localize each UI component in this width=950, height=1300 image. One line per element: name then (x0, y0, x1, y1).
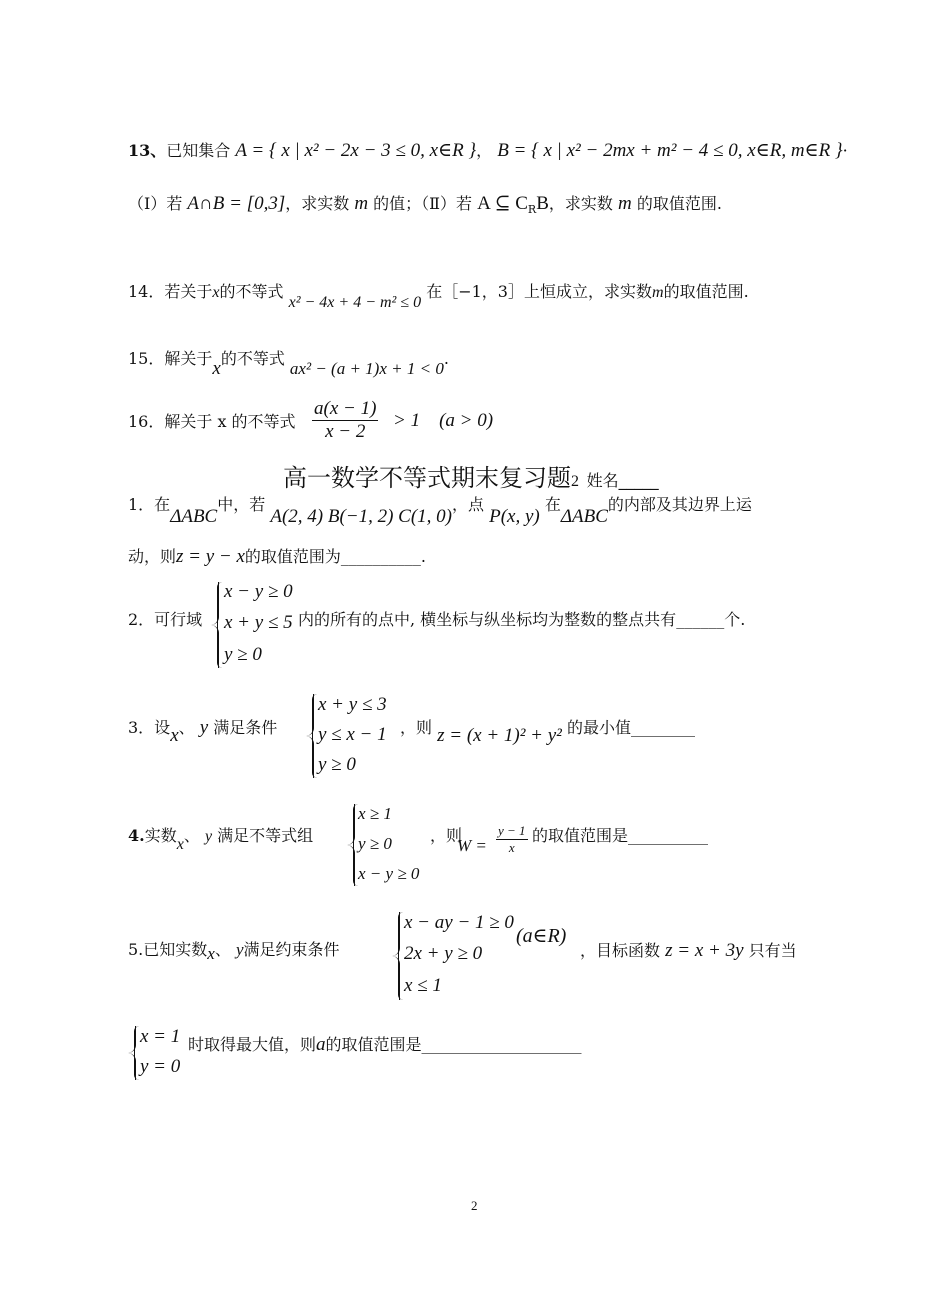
p3-sep: 、 (178, 718, 195, 737)
page-number: 2 (471, 1198, 478, 1213)
p5-tail: 只有当 (748, 941, 797, 960)
p5-l2-a: 时取得最大值，则 (188, 1035, 317, 1054)
p5-a: a (316, 1034, 326, 1055)
p1-z: z = y − x (176, 546, 245, 567)
p4-tail: 的取值范围是 (532, 826, 629, 845)
p4-row1: x ≥ 1 (358, 804, 392, 823)
q13-part2-tail: 的取值范围. (636, 194, 722, 213)
p1-c2: 在 (544, 495, 561, 514)
q14-tail-b: 的取值范围. (663, 282, 749, 301)
p3-tail-line (400, 717, 695, 746)
q13-number: 13、 (128, 141, 167, 160)
p3-y: y (199, 717, 209, 738)
p5-goal: ，目标函数 (580, 941, 661, 960)
p1-line1 (128, 494, 752, 527)
q16-lead: 16．解关于 x 的不等式 (128, 412, 296, 431)
p5-line2 (188, 1034, 582, 1057)
p1-mid: 中，若 (217, 495, 266, 514)
q13-part2-text: ，求实数 (548, 194, 613, 213)
p4-row2: y ≥ 0 (358, 834, 392, 853)
q13-set-a: A = { x | x² − 2x − 3 ≤ 0, x∈R } (235, 140, 477, 161)
p1-tail: 的内部及其边界上运 (607, 495, 752, 514)
q13-part1-label: （Ⅰ）若 (128, 194, 183, 213)
p3-lead-line (128, 717, 278, 746)
p5-row2: 2x + y ≥ 0 (404, 943, 483, 964)
p5-row3: x ≤ 1 (404, 975, 442, 996)
p4-row3: x − y ≥ 0 (358, 864, 420, 883)
p2-brace (217, 582, 222, 668)
p4-x: x (176, 836, 184, 853)
p2-row2: x + y ≤ 5 (224, 612, 293, 633)
q14-var-m: m (652, 284, 664, 301)
p1-line2 (128, 546, 426, 569)
p1-line2-b: 的取值范围为__________. (244, 547, 427, 566)
p4-blank: __________ (628, 826, 709, 845)
p5-brace (398, 912, 403, 1000)
q16-relation (393, 410, 493, 433)
q13-part2-expr: A ⊆ C (477, 193, 528, 214)
p4-cond: 满足不等式组 (217, 826, 314, 845)
q13-set-b: B = { x | x² − 2mx + m² − 4 ≤ 0, x∈R, m∈R } (497, 140, 843, 161)
p5-z: z = x + 3y (665, 940, 744, 961)
p4-denominator: x (508, 840, 515, 855)
name-label: 姓名 (586, 471, 619, 490)
q13-line2 (128, 193, 722, 216)
p2-tail-line (298, 610, 745, 629)
p2-row1: x − y ≥ 0 (224, 581, 293, 602)
q16-cond: (a > 0) (439, 410, 494, 431)
p5-row1: x − ay − 1 ≥ 0 (404, 912, 514, 933)
p5-y: y (235, 940, 244, 959)
p1-point-p: P(x, y) (489, 506, 540, 527)
p5-l2-b: 的取值范围是 (325, 1035, 422, 1054)
q14-mid: 的不等式 (219, 282, 284, 301)
p3-row1: x + y ≤ 3 (318, 694, 387, 715)
p3-lead: 3．设 (128, 718, 171, 737)
p3-row2: y ≤ x − 1 (318, 724, 387, 745)
q13-end: · (842, 141, 848, 160)
p4-lead-line (128, 826, 314, 853)
p5-blank: ____________________ (421, 1035, 582, 1054)
p3-z: z = (x + 1)² + y² (437, 725, 562, 746)
p4-tail-line (532, 826, 708, 845)
p4-fraction (496, 823, 528, 856)
q13-var-m: m (354, 193, 369, 214)
q15-expr: ax² − (a + 1)x + 1 < 0 (289, 359, 444, 378)
p1-line2-a: 动，则 (128, 547, 177, 566)
p1-triangle2: ΔABC (560, 506, 608, 527)
name-blank: _____ (618, 471, 659, 490)
q14-var-x: x (212, 284, 220, 301)
p4-sep: 、 (183, 826, 200, 845)
p2-row3: y ≥ 0 (224, 644, 262, 665)
q15-lead: 15．解关于 (128, 349, 213, 368)
p4-y: y (204, 828, 213, 845)
q13-sep: ， (476, 141, 493, 160)
q13-part1-expr: A∩B = [0,3] (187, 193, 286, 214)
p2-end: 个. (724, 610, 746, 629)
p1-triangle: ΔABC (170, 506, 218, 527)
p5-lead: 5. (128, 940, 144, 959)
q15-line (128, 348, 449, 379)
q16-numerator: a(x − 1) (314, 398, 377, 419)
p2-blank: ______ (676, 610, 725, 629)
q13-part1-tail: 的值；（Ⅱ）若 (373, 194, 473, 213)
p3-row3: y ≥ 0 (318, 754, 356, 775)
q16-line (128, 412, 296, 431)
q15-mid: 的不等式 (220, 349, 285, 368)
p5-brace2 (134, 1026, 139, 1080)
q13-part2-sub: R (527, 203, 537, 217)
q15-end: . (443, 349, 449, 368)
page-title (283, 458, 659, 493)
p3-cond: 满足条件 (213, 718, 278, 737)
q13-part1-text: ，求实数 (285, 194, 350, 213)
q14-lead: 14．若关于 (128, 282, 213, 301)
p1-c1: ，点 (452, 495, 485, 514)
p2-tail: 内的所有的点中, 横坐标与纵坐标均为整数的整点共有 (298, 610, 677, 629)
q14-expr: x² − 4x + 4 − m² ≤ 0 (288, 294, 422, 311)
p5-param: (a∈R) (516, 925, 567, 947)
p5-tail-line (580, 940, 797, 963)
q14-line (128, 282, 749, 311)
p4-then: ，则 (430, 826, 463, 845)
p4-lead: 4. (128, 826, 145, 845)
title-number: 2 (571, 473, 579, 490)
q15-var-x: x (212, 358, 221, 379)
p3-x: x (170, 725, 179, 746)
p4-w: W = (457, 836, 487, 855)
p2-lead: 2．可行域 (128, 610, 203, 629)
p5-cond: 满足约束条件 (243, 940, 340, 959)
title-text: 高一数学不等式期末复习题 (283, 464, 571, 492)
q14-tail-a: 在［−1，3］上恒成立，求实数 (426, 282, 652, 301)
p5-sep: 、 (214, 940, 231, 959)
p4-numerator: y − 1 (498, 823, 526, 838)
q13-line1 (128, 140, 848, 163)
q13-var-m2: m (618, 193, 632, 214)
p1-points: A(2, 4) B(−1, 2) C(1, 0) (270, 506, 453, 527)
p3-tail: 的最小值________ (566, 718, 695, 737)
p4-txt: 实数 (144, 826, 177, 845)
p1-lead: 1．在 (128, 495, 171, 514)
q16-rel: > 1 (393, 410, 421, 431)
q16-fraction (312, 398, 378, 443)
q16-denominator: x − 2 (325, 421, 366, 442)
p5-s2: y = 0 (140, 1056, 181, 1077)
p5-s1: x = 1 (140, 1026, 181, 1047)
q13-part2-b: B (536, 193, 549, 214)
q13-lead: 已知集合 (166, 141, 231, 160)
p5-x: x (207, 944, 215, 963)
p3-then: ，则 (400, 718, 433, 737)
p3-brace (312, 694, 317, 778)
p5-txt: 已知实数 (143, 940, 208, 959)
p5-lead-line (128, 940, 340, 963)
